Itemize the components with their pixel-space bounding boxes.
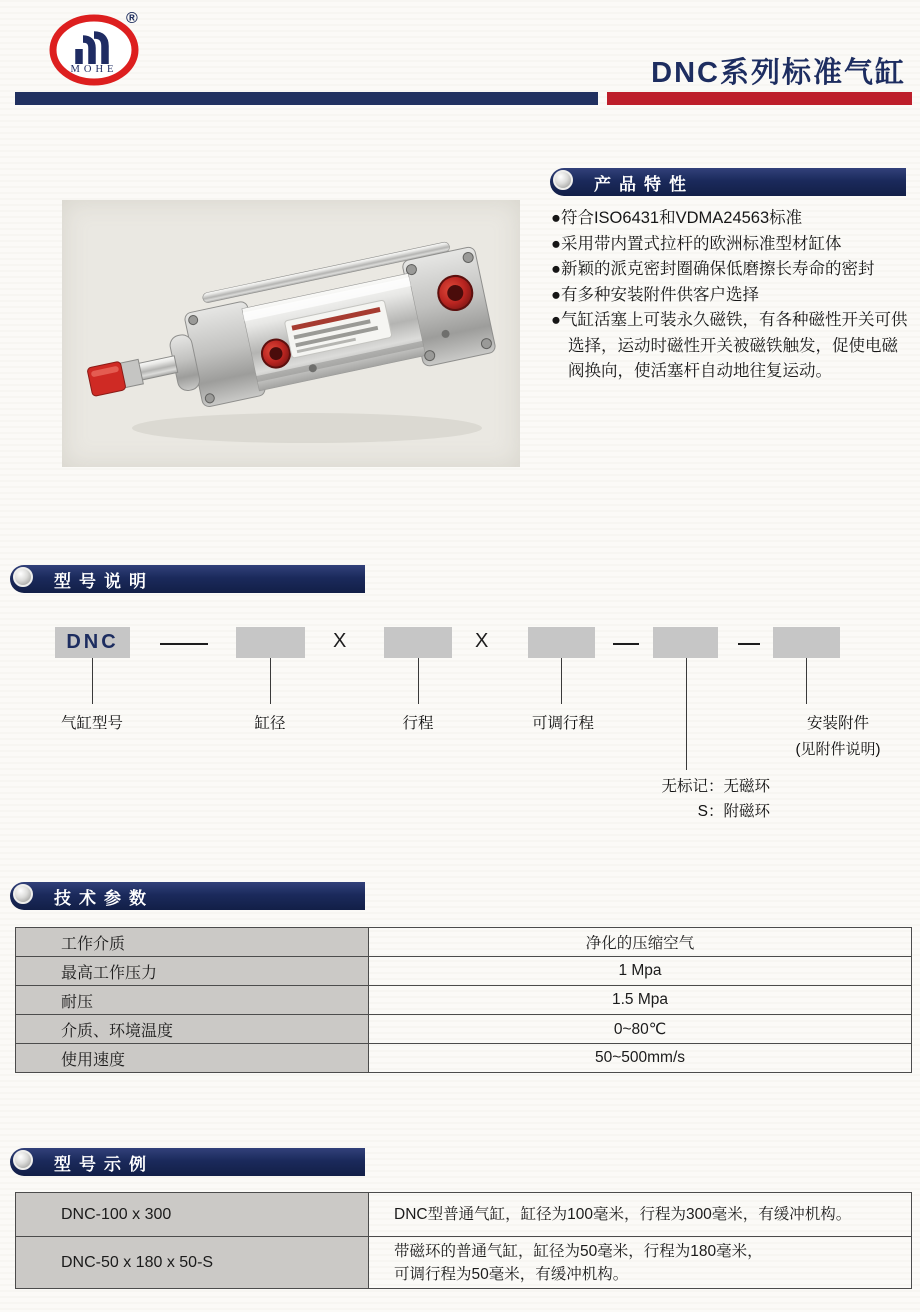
table-row [16,1015,912,1044]
dash-separator [613,643,639,645]
param-label: 介质、环境温度 [16,1015,369,1044]
magnet-note-line: 无标记：无磁环 [661,778,770,795]
model-prefix-box: DNC [55,627,130,658]
feature-text: 有多种安装附件供客户选择 [560,285,759,304]
header-rule-red [607,92,912,105]
list-item [551,257,911,283]
table-row [16,1237,912,1289]
description-line: 可调行程为50毫米，有缓冲机构。 [394,1265,629,1283]
param-value: 50~500mm/s [369,1044,912,1073]
page-title: DNC系列标准气缸 [651,57,906,89]
example-model: DNC-100 x 300 [16,1193,369,1237]
feature-text: 新颖的派克密封圈确保低磨擦长寿命的密封 [560,260,875,278]
section-title: 技术参数 [54,888,154,908]
bullet-icon: ● [551,260,561,278]
logo-brand-text: MOHE [70,64,118,75]
sphere-bullet-icon [13,567,33,587]
dash-separator [160,643,208,645]
examples-table [15,1192,912,1289]
param-value: 1 Mpa [369,957,912,986]
stroke-placeholder-box [384,627,452,658]
connector-line [270,658,271,704]
adj-stroke-placeholder-box [528,627,595,658]
accessory-note: (见附件说明) [795,741,881,758]
section-title: 型号示例 [54,1154,154,1174]
table-row [16,1044,912,1073]
param-label: 最高工作压力 [16,957,369,986]
section-title: 产品特性 [594,174,694,194]
section-header-examples [10,1148,365,1176]
magnet-placeholder-box [653,627,718,658]
feature-text: 气缸活塞上可装永久磁铁，有各种磁性开关可供选择，运动时磁性开关被磁铁触发，促使电磁阀换向，使活塞杆自动地往复运动。 [560,311,908,380]
table-row [16,928,912,957]
table-row [16,1193,912,1237]
connector-line [686,658,687,770]
bullet-icon: ● [551,234,561,253]
section-header-features [550,168,906,196]
param-label: 耐压 [16,986,369,1015]
sphere-bullet-icon [553,170,573,190]
sphere-bullet-icon [13,1150,33,1170]
param-label: 使用速度 [16,1044,369,1073]
registered-trademark-icon: ® [126,10,138,27]
example-description: DNC型普通气缸，缸径为100毫米，行程为300毫米，有缓冲机构。 [369,1193,912,1237]
feature-text: 采用带内置式拉杆的欧洲标准型材缸体 [560,234,842,253]
magnet-option-notes [598,774,770,824]
connector-line [806,658,807,704]
header-rule-blue [15,92,598,105]
sphere-bullet-icon [13,884,33,904]
cylinder-illustration [62,200,520,467]
accessory-placeholder-box [773,627,840,658]
param-label: 工作介质 [16,928,369,957]
dash-separator [738,643,760,645]
x-separator: X [333,630,347,652]
feature-text: 符合ISO6431和VDMA24563标准 [560,209,803,227]
bore-placeholder-box [236,627,305,658]
connector-line [561,658,562,704]
diagram-label-adj-stroke: 可调行程 [531,715,594,732]
list-item [551,308,911,385]
bullet-icon: ● [551,285,561,304]
diagram-label-bore: 缸径 [254,715,286,732]
diagram-label-model: 气缸型号 [60,715,123,732]
diagram-label-stroke: 行程 [402,715,434,732]
tech-params-table [15,927,912,1073]
list-item [551,232,911,258]
param-value: 净化的压缩空气 [369,928,912,957]
example-model: DNC-50 x 180 x 50-S [16,1237,369,1289]
features-list [551,206,911,385]
section-header-model-explain [10,565,365,593]
connector-line [92,658,93,704]
param-value: 0~80℃ [369,1015,912,1044]
param-value: 1.5 Mpa [369,986,912,1015]
table-row [16,986,912,1015]
list-item [551,283,911,309]
bullet-icon: ● [551,311,561,329]
x-separator: X [475,630,489,652]
section-title: 型号说明 [54,571,154,591]
example-description [369,1237,912,1289]
list-item [551,206,911,232]
diagram-label-accessory: 安装附件 [806,715,869,732]
product-photo [62,200,520,467]
magnet-note-line: S：附磁环 [697,803,770,820]
bullet-icon: ● [551,209,561,227]
table-row [16,957,912,986]
description-line: 带磁环的普通气缸，缸径为50毫米，行程为180毫米， [394,1242,763,1260]
connector-line [418,658,419,704]
section-header-tech-params [10,882,365,910]
